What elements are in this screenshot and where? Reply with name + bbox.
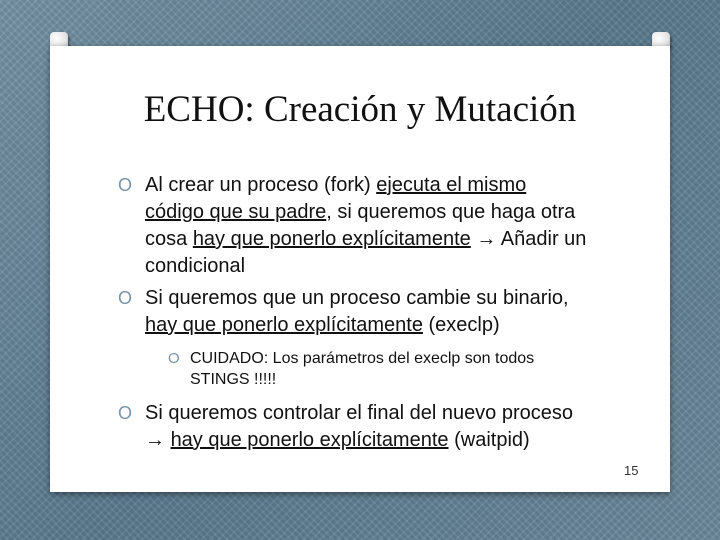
- underlined-text: hay que ponerlo explícitamente: [170, 429, 449, 451]
- bullet-list: [118, 172, 588, 459]
- bullet-text: CUIDADO: Los parámetros del execlp son todos STINGS !!!!!: [190, 350, 535, 388]
- bullet-text: (waitpid): [448, 429, 530, 451]
- bullet-text: Si queremos que un proceso cambie su binario,: [145, 287, 569, 309]
- bullet-marker-icon: O: [168, 350, 180, 367]
- sub-bullet-item: [168, 348, 588, 390]
- bullet-marker-icon: O: [118, 403, 133, 423]
- bullet-item: [118, 285, 588, 339]
- bullet-marker-icon: O: [118, 175, 133, 195]
- slide-title: ECHO: Creación y Mutación: [143, 89, 577, 130]
- bullet-text: (execlp): [422, 314, 500, 336]
- bullet-item: [118, 172, 588, 280]
- bullet-text: Si queremos controlar el final del nuevo proceso →: [145, 402, 574, 451]
- bullet-marker-icon: O: [118, 288, 133, 308]
- bullet-text: , si queremos que haga otra cosa: [145, 201, 576, 250]
- page-number: 15: [624, 463, 639, 478]
- underlined-text: hay que ponerlo explícitamente: [145, 314, 423, 336]
- bullet-text: → Añadir un condicional: [145, 228, 587, 277]
- underlined-text: hay que ponerlo explícitamente: [192, 228, 471, 250]
- bullet-text: Al crear un proceso (fork): [145, 174, 377, 196]
- bullet-item: [118, 400, 588, 454]
- underlined-text: ejecuta el mismo código que su padre: [145, 174, 527, 223]
